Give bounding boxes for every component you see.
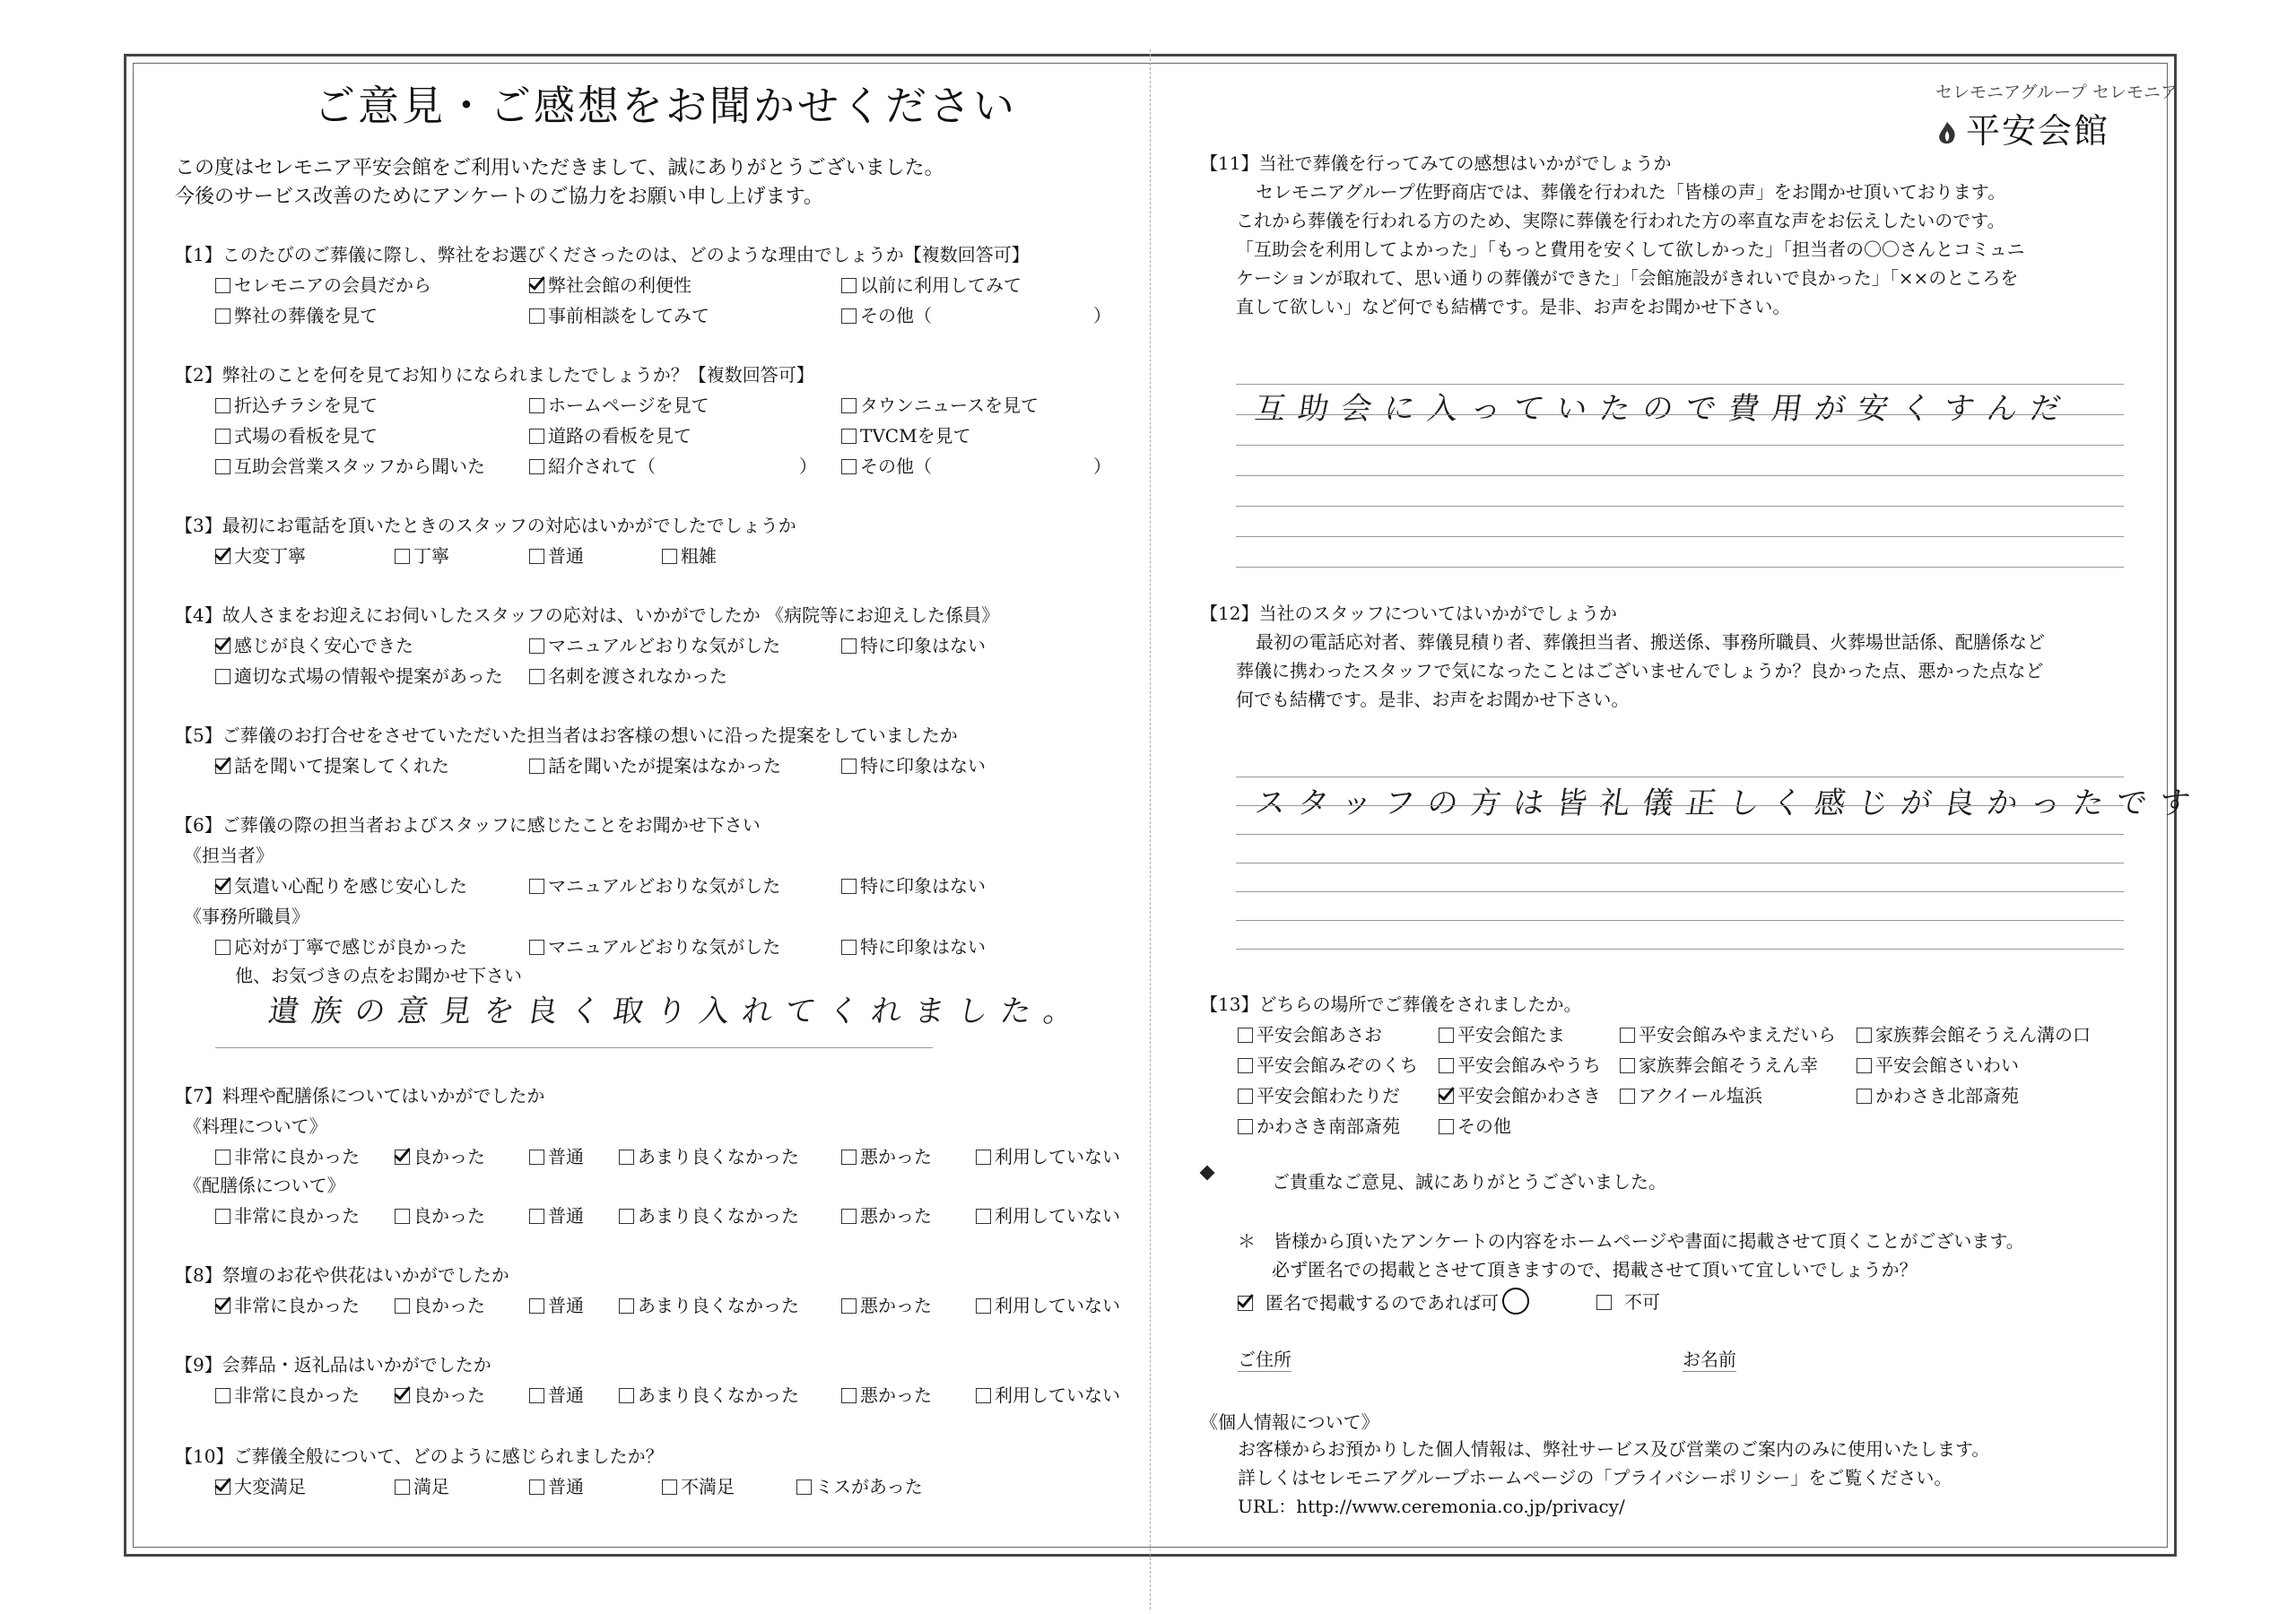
checkbox[interactable] [976, 1150, 991, 1165]
q8-option-normal[interactable]: 普通 [529, 1291, 584, 1317]
q7-food-option-normal[interactable]: 普通 [529, 1142, 584, 1168]
checkbox[interactable] [976, 1298, 991, 1314]
address-field[interactable]: ご住所 [1238, 1345, 1292, 1372]
q10-title: 【10】ご葬儀全般について、どのように感じられましたか？ [175, 1445, 664, 1467]
privacy-title: 《個人情報について》 [1200, 1411, 1379, 1433]
q4-option-no-impression[interactable]: 特に印象はない [841, 631, 986, 657]
checkbox[interactable] [395, 1298, 410, 1314]
q7-food-option-good[interactable]: 良かった [395, 1142, 485, 1168]
q13-venue-option[interactable]: 家族葬会館そうえん幸 [1620, 1051, 1818, 1077]
q11-line [1236, 506, 2124, 507]
q13-venue-option[interactable]: 平安会館さいわい [1857, 1051, 2019, 1077]
checkbox[interactable] [619, 1150, 634, 1165]
q13-venue-option[interactable]: 平安会館かわさき [1439, 1081, 1601, 1107]
checkbox[interactable] [215, 669, 230, 684]
q12-title: 【12】当社のスタッフについてはいかがでしょうか [1200, 603, 1618, 624]
q12-line [1236, 834, 2124, 835]
q2-option-sales-staff[interactable]: 互助会営業スタッフから聞いた [215, 452, 485, 478]
q7-food-option-not-used[interactable]: 利用していない [976, 1142, 1120, 1168]
checkbox[interactable] [395, 549, 410, 564]
q6-option-office-polite[interactable]: 応対が丁寧で感じが良かった [215, 933, 467, 959]
q3-option-polite[interactable]: 丁寧 [395, 542, 449, 568]
checkbox[interactable] [662, 549, 677, 564]
checkbox[interactable] [1439, 1119, 1454, 1134]
q6-handwritten-answer[interactable]: 遺族の意見を良く取り入れてくれました。 [265, 994, 1090, 1029]
q2-title: 【2】弊社のことを何を見てお知りになられましたでしょうか？【複数回答可】 [175, 364, 814, 386]
q9-option-bad[interactable]: 悪かった [841, 1381, 932, 1407]
q2-option-other[interactable]: その他（ ） [841, 452, 1111, 478]
q13-venue-option[interactable]: 家族葬会館そうえん溝の口 [1857, 1020, 2091, 1046]
q6-sub-office: 《事務所職員》 [184, 906, 309, 927]
q13-venue-option[interactable]: 平安会館わたりだ [1238, 1081, 1400, 1107]
checkbox[interactable] [1238, 1089, 1253, 1104]
q9-option-not-used[interactable]: 利用していない [976, 1381, 1120, 1407]
circle-mark-icon [1502, 1288, 1529, 1315]
fold-line [1150, 49, 1151, 1610]
checkbox[interactable] [841, 398, 857, 413]
checkbox[interactable] [841, 429, 857, 444]
q10-option-mistake[interactable]: ミスがあった [796, 1472, 923, 1498]
q6-option-no-impression[interactable]: 特に印象はない [841, 872, 986, 898]
q13-venue-option[interactable]: 平安会館たま [1439, 1020, 1565, 1046]
checkbox[interactable] [215, 398, 230, 413]
q2-option-tvcm[interactable]: TVCMを見て [841, 421, 971, 447]
q7-food-option-not-good[interactable]: あまり良くなかった [619, 1142, 799, 1168]
checkbox[interactable] [841, 459, 857, 474]
q1-title: 【1】このたびのご葬儀に際し、弊社をお選びくださったのは、どのような理由でしょうか【複数回答可】 [175, 244, 1030, 265]
checkbox[interactable] [1857, 1028, 1872, 1043]
checkbox[interactable] [529, 1298, 544, 1314]
checkbox-checked[interactable] [215, 549, 230, 564]
q5-title: 【5】ご葬儀のお打合せをさせていただいた担当者はお客様の想いに沿った提案をしていましたか [175, 725, 958, 746]
checkbox[interactable] [395, 1480, 410, 1495]
checkbox-checked[interactable] [1439, 1089, 1454, 1104]
q6-other-label: 他、お気づきの点をお聞かせ下さい [235, 965, 522, 986]
q13-venue-option[interactable]: 平安会館みやまえだいら [1620, 1020, 1836, 1046]
q8-title: 【8】祭壇のお花や供花はいかがでしたか [175, 1264, 509, 1286]
checkbox[interactable] [1238, 1119, 1253, 1134]
checkbox[interactable] [529, 1480, 544, 1495]
q4-option-no-card[interactable]: 名刺を渡されなかった [529, 662, 727, 688]
q9-option-very-good[interactable]: 非常に良かった [215, 1381, 360, 1407]
checkbox[interactable] [1620, 1058, 1635, 1073]
q7-server-option-bad[interactable]: 悪かった [841, 1202, 932, 1228]
checkbox[interactable] [841, 638, 857, 654]
q3-option-rude[interactable]: 粗雑 [662, 542, 717, 568]
q7-title: 【7】料理や配膳係についてはいかがでしたか [175, 1085, 545, 1106]
q13-venue-option[interactable]: かわさき北部斎苑 [1857, 1081, 2019, 1107]
q1-option-previous[interactable]: 以前に利用してみて [841, 271, 1022, 297]
q4-option-manual[interactable]: マニュアルどおりな気がした [529, 631, 780, 657]
checkbox[interactable] [529, 759, 544, 774]
q2-option-referral[interactable]: 紹介されて（ ） [529, 452, 817, 478]
checkbox-checked[interactable] [215, 1298, 230, 1314]
checkbox[interactable] [1596, 1295, 1612, 1310]
q7-sub-food: 《料理について》 [184, 1115, 327, 1137]
q6-option-office-no-impression[interactable]: 特に印象はない [841, 933, 986, 959]
q12-description: 最初の電話応対者、葬儀見積り者、葬儀担当者、搬送係、事務所職員、火葬場世話係、配膳係など [1256, 631, 2045, 653]
q7-food-option-bad[interactable]: 悪かった [841, 1142, 932, 1168]
q8-option-bad[interactable]: 悪かった [841, 1291, 932, 1317]
q2-option-homepage[interactable]: ホームページを見て [529, 391, 709, 417]
q12-line [1236, 949, 2124, 950]
checkbox[interactable] [1439, 1028, 1454, 1043]
q7-server-option-not-good[interactable]: あまり良くなかった [619, 1202, 799, 1228]
checkbox[interactable] [529, 1388, 544, 1403]
q13-venue-option[interactable]: 平安会館みやうち [1439, 1051, 1601, 1077]
checkbox[interactable] [529, 1209, 544, 1224]
q7-server-option-good[interactable]: 良かった [395, 1202, 485, 1228]
q9-option-normal[interactable]: 普通 [529, 1381, 584, 1407]
q7-server-option-normal[interactable]: 普通 [529, 1202, 584, 1228]
checkbox-checked[interactable] [395, 1388, 410, 1403]
checkbox[interactable] [529, 308, 544, 324]
checkbox[interactable] [215, 308, 230, 324]
q12-description-cont: 葬儀に携わったスタッフで気になったことはございませんでしょうか？良かった点、悪かった点など 何でも結構です。是非、お声をお聞かせ下さい。 [1236, 660, 2044, 710]
checkbox[interactable] [841, 940, 857, 955]
q6-option-office-manual[interactable]: マニュアルどおりな気がした [529, 933, 780, 959]
q6-answer-line [215, 1047, 933, 1048]
checkbox[interactable] [1857, 1089, 1872, 1104]
checkbox-checked[interactable] [215, 1480, 230, 1495]
checkbox[interactable] [215, 278, 230, 293]
q10-option-very-satisfied[interactable]: 大変満足 [215, 1472, 306, 1498]
q8-option-not-good[interactable]: あまり良くなかった [619, 1291, 799, 1317]
q11-description-cont: これから葬儀を行われる方のため、実際に葬儀を行われた方の率直な声をお伝えしたいのです。 「互助会を利用してよかった」「もっと費用を安くして欲しかった」「担当者の〇〇さんとコミュニ ケーションが取れて、思い通りの葬儀ができた」「会館施設がきれいで良かった」「××のところを 直して欲しい」など何でも結構です。是非、お声をお聞かせ下さい。 [1236, 210, 2025, 317]
q3-option-very-polite[interactable]: 大変丁寧 [215, 542, 306, 568]
q2-option-town-news[interactable]: タウンニュースを見て [841, 391, 1039, 417]
checkbox[interactable] [529, 1150, 544, 1165]
q7-sub-server: 《配膳係について》 [184, 1175, 345, 1196]
publish-anonymous-option[interactable]: 匿名で掲載するのであれば可 [1238, 1288, 1529, 1315]
checkbox[interactable] [215, 459, 230, 474]
checkbox[interactable] [395, 1209, 410, 1224]
publish-refuse-option[interactable]: 不可 [1596, 1288, 1660, 1314]
checkbox[interactable] [662, 1480, 677, 1495]
checkbox[interactable] [619, 1298, 634, 1314]
q10-option-satisfied[interactable]: 満足 [395, 1472, 449, 1498]
checkbox[interactable] [529, 940, 544, 955]
q2-option-venue-sign[interactable]: 式場の看板を見て [215, 421, 378, 447]
checkbox[interactable] [1620, 1028, 1635, 1043]
closing-thanks: ご貴重なご意見、誠にありがとうございました。 [1272, 1171, 1666, 1193]
checkbox[interactable] [215, 1209, 230, 1224]
q7-food-option-very-good[interactable]: 非常に良かった [215, 1142, 360, 1168]
q11-description: セレモニアグループ佐野商店では、葬儀を行われた「皆様の声」をお聞かせ頂いております。 [1256, 181, 2006, 203]
q11-line [1236, 445, 2124, 446]
q11-line [1236, 384, 2124, 385]
checkbox-checked[interactable] [1238, 1296, 1253, 1311]
q1-option-consult[interactable]: 事前相談をしてみて [529, 301, 709, 327]
q4-option-info[interactable]: 適切な式場の情報や提案があった [215, 662, 503, 688]
q13-venue-option[interactable]: アクイール塩浜 [1620, 1081, 1762, 1107]
q13-title: 【13】どちらの場所でご葬儀をされましたか。 [1200, 994, 1582, 1015]
checkbox[interactable] [841, 879, 857, 894]
checkbox[interactable] [529, 638, 544, 654]
q11-line [1236, 567, 2124, 568]
q1-option-convenience[interactable]: 弊社会館の利便性 [529, 271, 691, 297]
company-logo [1935, 79, 2178, 152]
q2-option-flyer[interactable]: 折込チラシを見て [215, 391, 378, 417]
q6-title: 【6】ご葬儀の際の担当者およびスタッフに感じたことをお聞かせ下さい [175, 814, 761, 836]
q12-line [1236, 805, 2124, 806]
checkbox[interactable] [215, 1150, 230, 1165]
checkbox[interactable] [529, 398, 544, 413]
checkbox[interactable] [215, 429, 230, 444]
publication-note: ＊ 皆様から頂いたアンケートの内容をホームページや書面に掲載させて頂くことがございます。 [1238, 1230, 2024, 1252]
checkbox[interactable] [529, 459, 544, 474]
checkbox[interactable] [841, 1388, 857, 1403]
q2-option-road-sign[interactable]: 道路の看板を見て [529, 421, 691, 447]
checkbox[interactable] [1238, 1028, 1253, 1043]
q11-line [1236, 536, 2124, 537]
checkbox[interactable] [1857, 1058, 1872, 1073]
checkbox[interactable] [1238, 1058, 1253, 1073]
checkbox[interactable] [619, 1388, 634, 1403]
checkbox[interactable] [841, 1209, 857, 1224]
checkbox-checked[interactable] [215, 879, 230, 894]
checkbox[interactable] [529, 669, 544, 684]
q4-title: 【4】故人さまをお迎えにお伺いしたスタッフの応対は、いかがでしたか 《病院等にお迎えした係員》 [175, 604, 1000, 626]
q13-venue-option[interactable]: その他 [1439, 1112, 1511, 1138]
checkbox[interactable] [215, 940, 230, 955]
q11-handwritten-answer[interactable]: 互助会に入っていたので費用が安くすんだ [1252, 391, 2076, 427]
checkbox[interactable] [1620, 1089, 1635, 1104]
q13-venue-option[interactable]: 平安会館あさお [1238, 1020, 1382, 1046]
checkbox[interactable] [841, 1298, 857, 1314]
q7-server-option-very-good[interactable]: 非常に良かった [215, 1202, 360, 1228]
q10-option-normal[interactable]: 普通 [529, 1472, 584, 1498]
logo-subtitle: セレモニアグループ セレモニア [1935, 82, 2178, 102]
q8-option-very-good[interactable]: 非常に良かった [215, 1291, 360, 1317]
q6-option-manual[interactable]: マニュアルどおりな気がした [529, 872, 780, 898]
q5-option-no-impression[interactable]: 特に印象はない [841, 751, 986, 777]
checkbox[interactable] [841, 1150, 857, 1165]
q6-option-caring[interactable]: 気遣い心配りを感じ安心した [215, 872, 467, 898]
checkbox[interactable] [976, 1209, 991, 1224]
q7-server-option-not-used[interactable]: 利用していない [976, 1202, 1120, 1228]
q11-title: 【11】当社で葬儀を行ってみての感想はいかがでしょうか [1200, 152, 1672, 174]
privacy-text: お客様からお預かりした個人情報は、弊社サービス及び営業のご案内のみに使用いたします。 詳しくはセレモニアグループホームページの「プライバシーポリシー」をご覧ください。 URL：http://www.ceremonia.co.jp/privacy/ [1238, 1438, 1990, 1517]
q9-option-not-good[interactable]: あまり良くなかった [619, 1381, 799, 1407]
q8-option-good[interactable]: 良かった [395, 1291, 485, 1317]
anonymity-note: 必ず匿名での掲載とさせて頂きますので、掲載させて頂いて宜しいでしょうか？ [1272, 1259, 1918, 1280]
q6-sub-staff: 《担当者》 [184, 845, 274, 866]
checkbox[interactable] [1439, 1058, 1454, 1073]
q1-option-saw-funeral[interactable]: 弊社の葬儀を見て [215, 301, 378, 327]
q11-line [1236, 414, 2124, 415]
q10-option-dissatisfied[interactable]: 不満足 [662, 1472, 735, 1498]
q5-option-no-proposal[interactable]: 話を聞いたが提案はなかった [529, 751, 781, 777]
q3-option-normal[interactable]: 普通 [529, 542, 584, 568]
q12-line [1236, 920, 2124, 921]
checkbox-checked[interactable] [395, 1150, 410, 1165]
logo-name: 平安会館 [1966, 111, 2110, 151]
q12-handwritten-answer[interactable]: スタッフの方は皆礼儀正しく感じが良かったです [1252, 785, 2205, 821]
checkbox[interactable] [529, 549, 544, 564]
q12-line [1236, 891, 2124, 892]
q4-option-reassuring[interactable]: 感じが良く安心できた [215, 631, 413, 657]
q1-option-member[interactable]: セレモニアの会員だから [215, 271, 431, 297]
q8-option-not-used[interactable]: 利用していない [976, 1291, 1120, 1317]
checkbox[interactable] [529, 429, 544, 444]
checkbox[interactable] [976, 1388, 991, 1403]
q3-title: 【3】最初にお電話を頂いたときのスタッフの対応はいかがでしたでしょうか [175, 515, 796, 536]
q9-option-good[interactable]: 良かった [395, 1381, 485, 1407]
q13-venue-option[interactable]: かわさき南部斎苑 [1238, 1112, 1400, 1138]
checkbox[interactable] [529, 879, 544, 894]
q1-option-other[interactable]: その他（ ） [841, 301, 1111, 327]
checkbox-checked[interactable] [215, 638, 230, 654]
intro-text: この度はセレモニア平安会館をご利用いただきまして、誠にありがとうございました。 今後のサービス改善のためにアンケートのご協力をお願い申し上げます。 [175, 157, 944, 208]
name-field[interactable]: お名前 [1683, 1345, 1736, 1372]
checkbox[interactable] [215, 1388, 230, 1403]
page-title: ご意見・ご感想をお聞かせください [314, 82, 1017, 130]
flame-logo-icon [1935, 120, 1959, 147]
checkbox[interactable] [619, 1209, 634, 1224]
checkbox[interactable] [841, 759, 857, 774]
q11-line [1236, 475, 2124, 476]
checkbox[interactable] [841, 278, 857, 293]
checkbox-checked[interactable] [215, 759, 230, 774]
q9-title: 【9】会葬品・返礼品はいかがでしたか [175, 1354, 491, 1375]
checkbox[interactable] [841, 308, 857, 324]
checkbox[interactable] [796, 1480, 812, 1495]
q5-option-listened[interactable]: 話を聞いて提案してくれた [215, 751, 449, 777]
q13-venue-option[interactable]: 平安会館みぞのくち [1238, 1051, 1418, 1077]
checkbox-checked[interactable] [529, 278, 544, 293]
